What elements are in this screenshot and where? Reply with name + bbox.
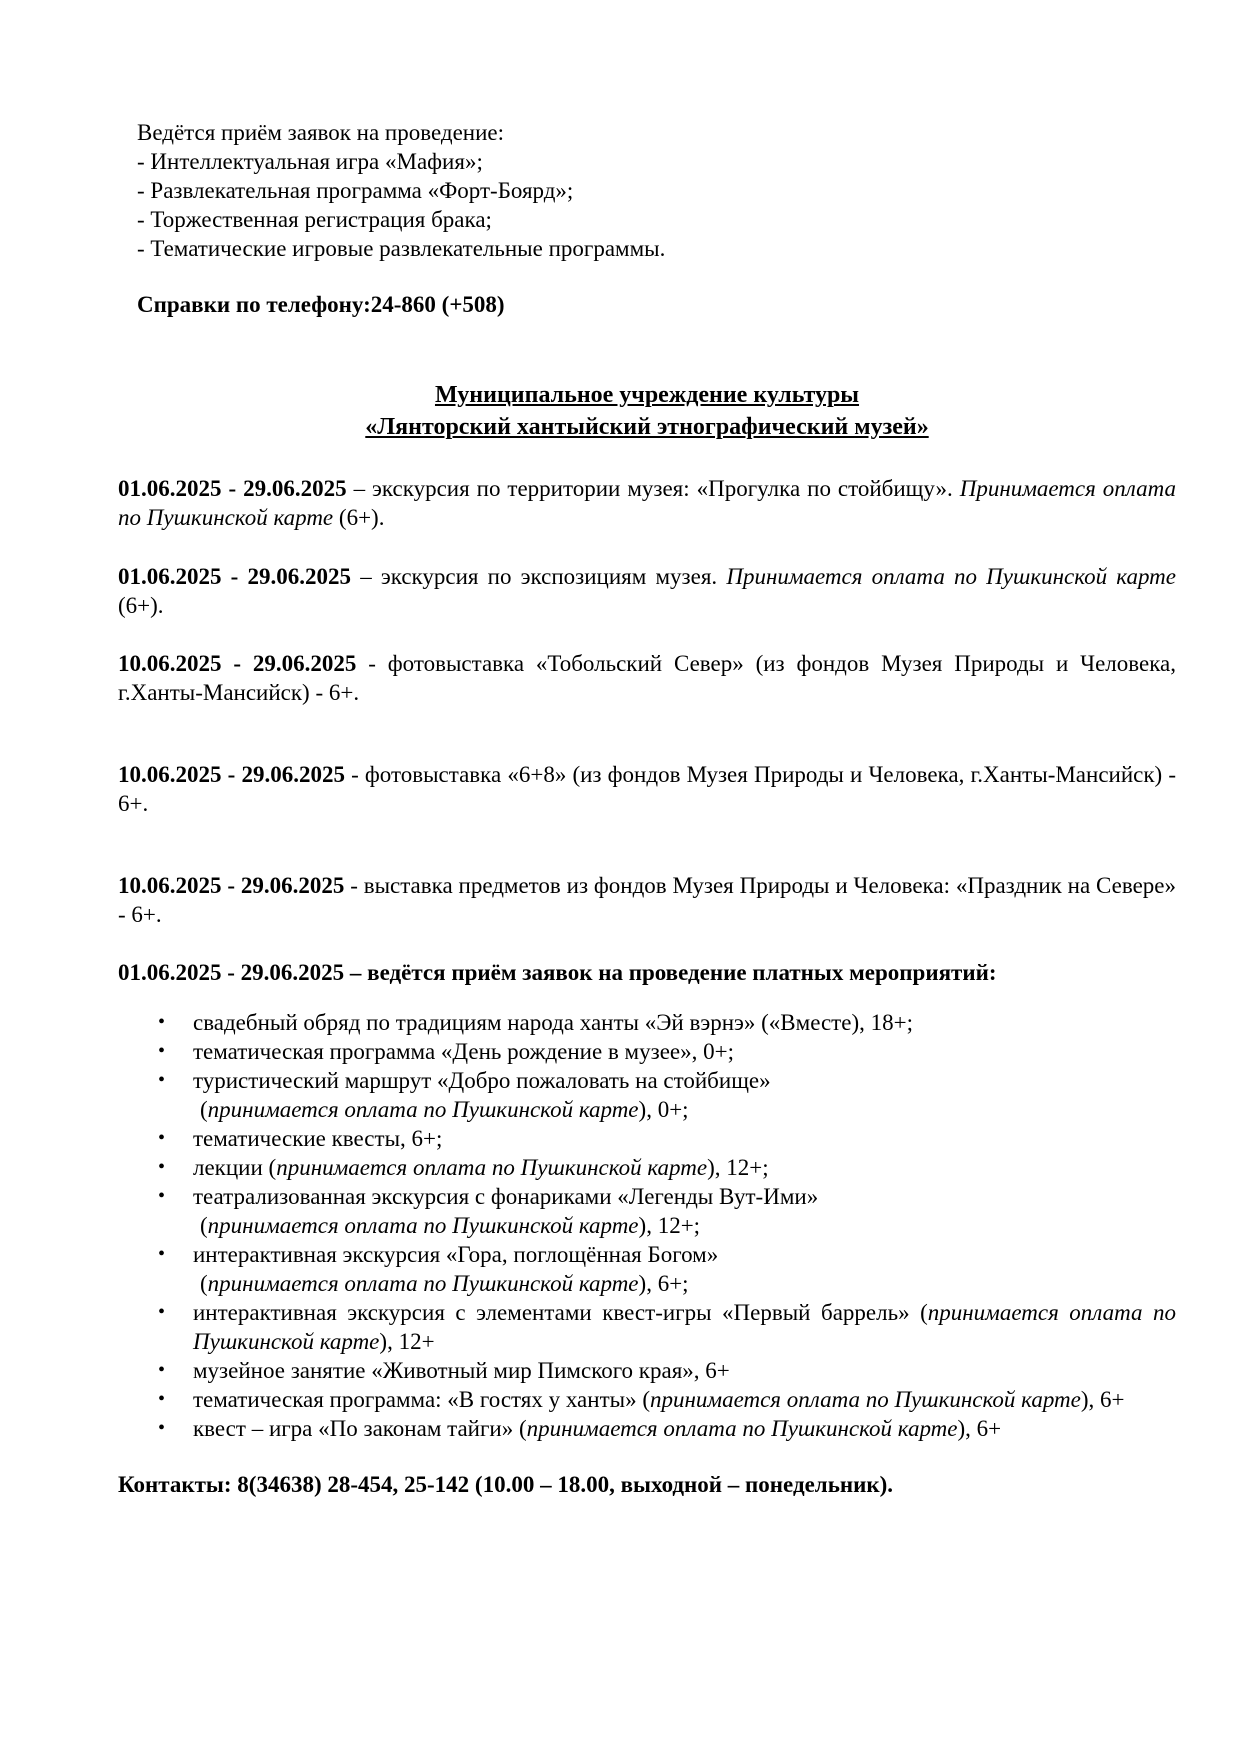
event-text: - фотовыставка «Тобольский Север» (из фондов Музея Природы и Человека, г.Ханты-Мансийск) - 6+. bbox=[118, 651, 1176, 705]
bullet-icon: • bbox=[158, 1243, 166, 1265]
list-item: • тематические квесты, 6+; bbox=[158, 1126, 443, 1151]
events-list bbox=[118, 474, 1176, 1443]
list-item: • интерактивная экскурсия «Гора, поглощённая Богом» (принимается оплата по Пушкинской карте), 6+; bbox=[158, 1242, 719, 1296]
event-item bbox=[118, 474, 1176, 532]
payment-note: принимается оплата по Пушкинской карте bbox=[276, 1155, 708, 1180]
bullet-icon: • bbox=[158, 1301, 166, 1323]
event-text: - фотовыставка «6+8» (из фондов Музея Природы и Человека, г.Ханты-Мансийск) - 6+. bbox=[118, 762, 1176, 816]
bullet-icon: • bbox=[158, 1069, 166, 1091]
intro-heading: Ведётся приём заявок на проведение: bbox=[137, 120, 504, 145]
event-item bbox=[118, 958, 1176, 987]
payment-note: принимается оплата по Пушкинской карте bbox=[526, 1416, 958, 1441]
event-dates: 10.06.2025 - 29.06.2025 bbox=[118, 873, 345, 898]
bullet-icon: • bbox=[158, 1359, 166, 1381]
event-item bbox=[118, 649, 1176, 707]
list-item: • тематическая программа «День рождение в музее», 0+; bbox=[158, 1039, 734, 1064]
bullet-icon: • bbox=[158, 1011, 166, 1033]
payment-note: принимается оплата по Пушкинской карте bbox=[207, 1213, 639, 1238]
bullet-icon: • bbox=[158, 1127, 166, 1149]
event-payment-note: Принимается оплата по Пушкинской карте bbox=[118, 476, 1176, 530]
intro-item: - Торжественная регистрация брака; bbox=[137, 207, 492, 232]
event-text: – ведётся приём заявок на проведение платных мероприятий: bbox=[344, 960, 997, 985]
event-dates: 01.06.2025 - 29.06.2025 bbox=[118, 564, 352, 589]
event-dates: 01.06.2025 - 29.06.2025 bbox=[118, 960, 345, 985]
bullet-icon: • bbox=[158, 1417, 166, 1439]
list-item: • тематическая программа: «В гостях у ханты» (принимается оплата по Пушкинской карте), 6+ bbox=[158, 1387, 1125, 1412]
list-item: • театрализованная экскурсия с фонариками «Легенды Вут-Ими» (принимается оплата по Пушкинской карте), 12+; bbox=[158, 1184, 819, 1238]
payment-note: принимается оплата по Пушкинской карте bbox=[193, 1300, 1176, 1354]
payment-note: принимается оплата по Пушкинской карте bbox=[207, 1097, 639, 1122]
event-age: (6+). bbox=[118, 593, 164, 618]
phone-info: Справки по телефону:24-860 (+508) bbox=[137, 292, 505, 317]
payment-note: принимается оплата по Пушкинской карте bbox=[650, 1387, 1081, 1412]
contacts-line: Контакты: 8(34638) 28-454, 25-142 (10.00 – 18.00, выходной – понедельник). bbox=[118, 1472, 894, 1497]
museum-title bbox=[118, 379, 1176, 443]
event-dates: 10.06.2025 - 29.06.2025 bbox=[118, 762, 345, 787]
list-item: • квест – игра «По законам тайги» (принимается оплата по Пушкинской карте), 6+ bbox=[158, 1416, 1002, 1441]
services-list bbox=[118, 1008, 1176, 1443]
list-item: • туристический маршрут «Добро пожаловать на стойбище» (принимается оплата по Пушкинской карте), 0+; bbox=[158, 1068, 771, 1122]
intro-item: - Интеллектуальная игра «Мафия»; bbox=[137, 149, 483, 174]
museum-title-line2: «Лянторский хантыйский этнографический музей» bbox=[365, 414, 929, 440]
intro-item: - Тематические игровые развлекательные программы. bbox=[137, 236, 666, 261]
event-payment-note: Принимается оплата по Пушкинской карте bbox=[726, 564, 1176, 589]
event-item bbox=[118, 760, 1176, 818]
payment-note: принимается оплата по Пушкинской карте bbox=[207, 1271, 639, 1296]
intro-item: - Развлекательная программа «Форт-Боярд»; bbox=[137, 178, 574, 203]
bullet-icon: • bbox=[158, 1040, 166, 1062]
list-item: • интерактивная экскурсия с элементами квест-игры «Первый баррель» (принимается оплата по Пушкинской карте), 12+ bbox=[158, 1300, 1176, 1354]
intro-block bbox=[137, 118, 1137, 263]
event-text: - выставка предметов из фондов Музея Природы и Человека: «Праздник на Севере» - 6+. bbox=[118, 873, 1176, 927]
bullet-icon: • bbox=[158, 1156, 166, 1178]
list-item: • свадебный обряд по традициям народа ханты «Эй вэрнэ» («Вместе), 18+; bbox=[158, 1010, 913, 1035]
museum-title-line1: Муниципальное учреждение культуры bbox=[434, 382, 860, 408]
event-age: (6+). bbox=[333, 505, 385, 530]
list-item: • лекции (принимается оплата по Пушкинской карте), 12+; bbox=[158, 1155, 769, 1180]
event-text: – экскурсия по территории музея: «Прогулка по стойбищу». bbox=[346, 476, 960, 501]
bullet-icon: • bbox=[158, 1388, 166, 1410]
event-dates: 10.06.2025 - 29.06.2025 bbox=[118, 651, 357, 676]
event-item bbox=[118, 562, 1176, 620]
list-item: • музейное занятие «Животный мир Пимского края», 6+ bbox=[158, 1358, 730, 1383]
event-item bbox=[118, 871, 1176, 929]
event-dates: 01.06.2025 - 29.06.2025 bbox=[118, 476, 347, 501]
bullet-icon: • bbox=[158, 1185, 166, 1207]
event-text: – экскурсия по экспозициям музея. bbox=[351, 564, 727, 589]
